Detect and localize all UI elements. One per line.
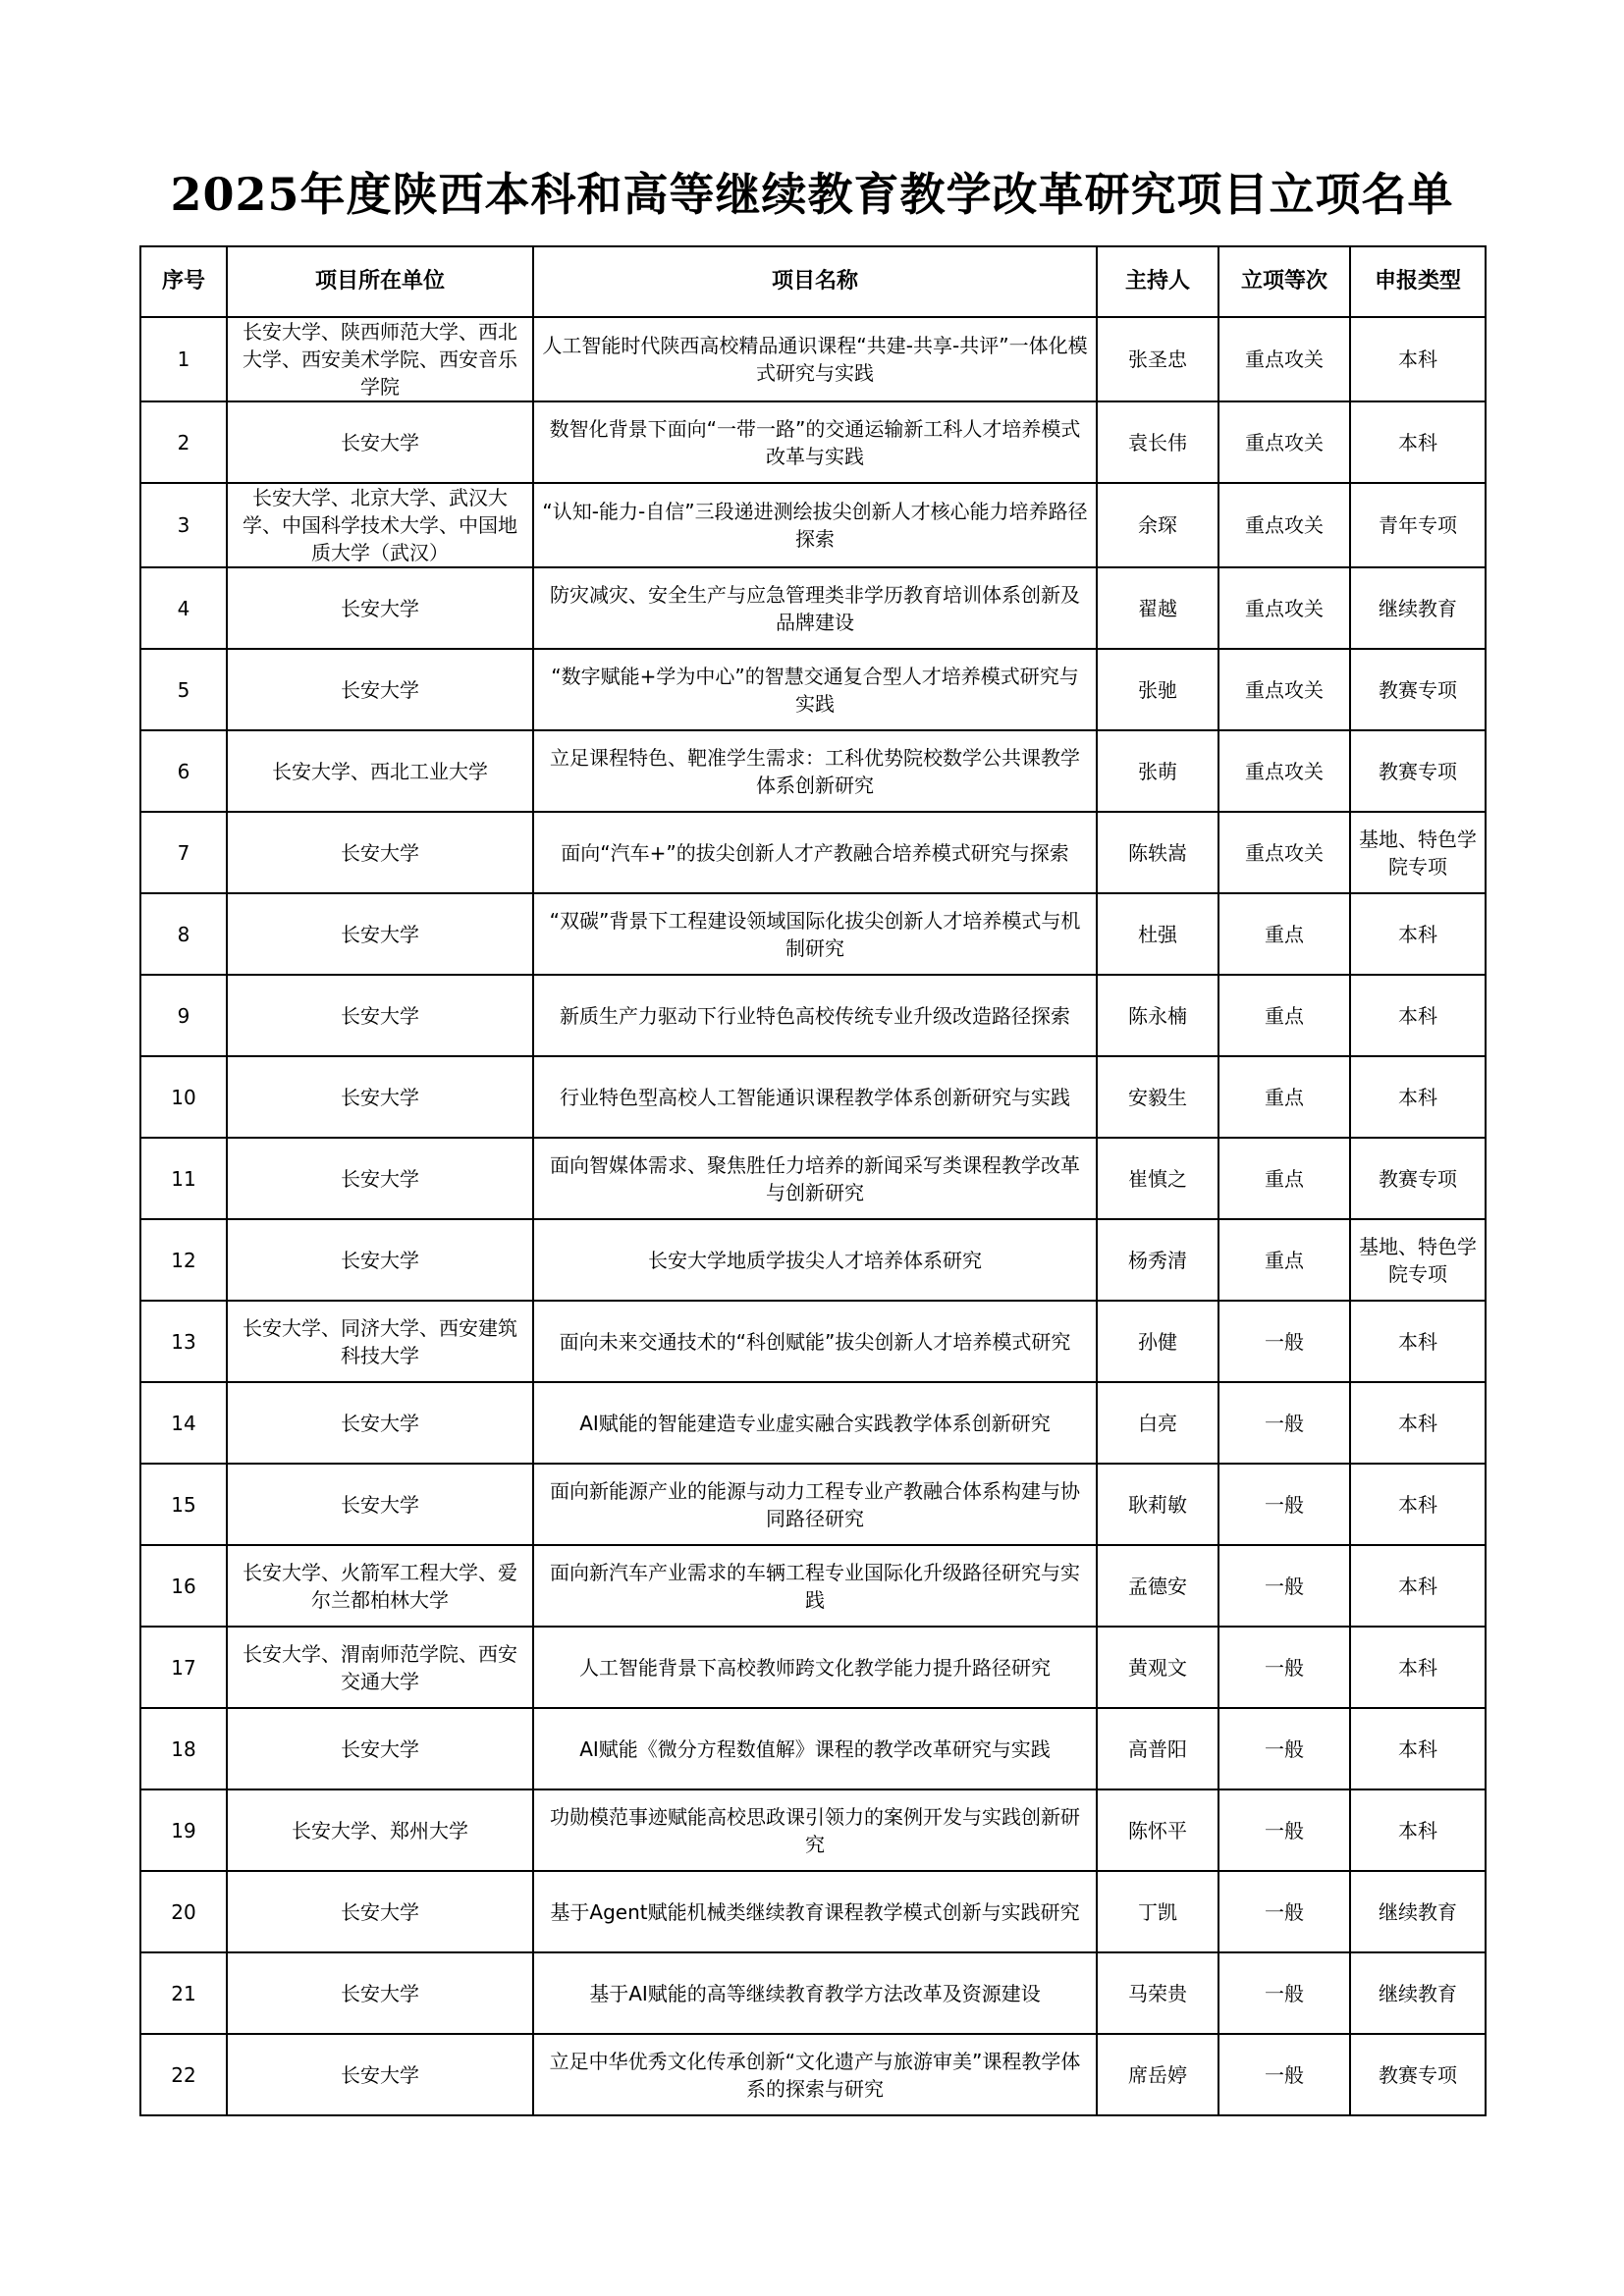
cell-host: 杜强 bbox=[1097, 893, 1218, 975]
cell-index: 8 bbox=[140, 893, 227, 975]
cell-type: 本科 bbox=[1350, 1708, 1486, 1789]
cell-level: 重点 bbox=[1218, 893, 1350, 975]
table-row bbox=[140, 483, 1486, 567]
cell-unit: 长安大学、北京大学、武汉大学、中国科学技术大学、中国地质大学（武汉） bbox=[227, 483, 533, 567]
cell-type: 继续教育 bbox=[1350, 1871, 1486, 1952]
cell-project-name: 基于AI赋能的高等继续教育教学方法改革及资源建设 bbox=[533, 1952, 1097, 2034]
cell-level: 一般 bbox=[1218, 1871, 1350, 1952]
table-row bbox=[140, 730, 1486, 812]
header-host: 主持人 bbox=[1097, 246, 1218, 317]
cell-unit: 长安大学 bbox=[227, 1708, 533, 1789]
cell-project-name: “双碳”背景下工程建设领域国际化拔尖创新人才培养模式与机制研究 bbox=[533, 893, 1097, 975]
header-type: 申报类型 bbox=[1350, 246, 1486, 317]
cell-host: 张圣忠 bbox=[1097, 317, 1218, 401]
cell-project-name: 行业特色型高校人工智能通识课程教学体系创新研究与实践 bbox=[533, 1056, 1097, 1138]
cell-level: 重点 bbox=[1218, 1219, 1350, 1301]
cell-type: 教赛专项 bbox=[1350, 2034, 1486, 2115]
cell-project-name: 面向新能源产业的能源与动力工程专业产教融合体系构建与协同路径研究 bbox=[533, 1464, 1097, 1545]
cell-unit: 长安大学 bbox=[227, 649, 533, 730]
cell-index: 9 bbox=[140, 975, 227, 1056]
cell-type: 基地、特色学院专项 bbox=[1350, 1219, 1486, 1301]
cell-type: 本科 bbox=[1350, 1056, 1486, 1138]
cell-project-name: 人工智能时代陕西高校精品通识课程“共建-共享-共评”一体化模式研究与实践 bbox=[533, 317, 1097, 401]
cell-host: 孟德安 bbox=[1097, 1545, 1218, 1627]
cell-index: 16 bbox=[140, 1545, 227, 1627]
cell-level: 重点攻关 bbox=[1218, 812, 1350, 893]
table-row bbox=[140, 1382, 1486, 1464]
header-unit: 项目所在单位 bbox=[227, 246, 533, 317]
cell-project-name: 立足中华优秀文化传承创新“文化遗产与旅游审美”课程教学体系的探索与研究 bbox=[533, 2034, 1097, 2115]
cell-type: 本科 bbox=[1350, 401, 1486, 483]
table-row bbox=[140, 812, 1486, 893]
cell-type: 本科 bbox=[1350, 975, 1486, 1056]
cell-project-name: 人工智能背景下高校教师跨文化教学能力提升路径研究 bbox=[533, 1627, 1097, 1708]
cell-unit: 长安大学 bbox=[227, 975, 533, 1056]
table-row bbox=[140, 1789, 1486, 1871]
cell-unit: 长安大学 bbox=[227, 1952, 533, 2034]
cell-project-name: AI赋能《微分方程数值解》课程的教学改革研究与实践 bbox=[533, 1708, 1097, 1789]
cell-project-name: “数字赋能+学为中心”的智慧交通复合型人才培养模式研究与实践 bbox=[533, 649, 1097, 730]
project-table bbox=[139, 245, 1487, 2116]
cell-index: 1 bbox=[140, 317, 227, 401]
cell-index: 10 bbox=[140, 1056, 227, 1138]
cell-type: 教赛专项 bbox=[1350, 649, 1486, 730]
table-row bbox=[140, 1056, 1486, 1138]
cell-host: 黄观文 bbox=[1097, 1627, 1218, 1708]
cell-level: 重点 bbox=[1218, 1138, 1350, 1219]
cell-type: 基地、特色学院专项 bbox=[1350, 812, 1486, 893]
table-header-row bbox=[140, 246, 1486, 317]
cell-project-name: “认知-能力-自信”三段递进测绘拔尖创新人才核心能力培养路径探索 bbox=[533, 483, 1097, 567]
cell-index: 7 bbox=[140, 812, 227, 893]
table-row bbox=[140, 1464, 1486, 1545]
cell-type: 本科 bbox=[1350, 1545, 1486, 1627]
cell-unit: 长安大学、渭南师范学院、西安交通大学 bbox=[227, 1627, 533, 1708]
cell-index: 19 bbox=[140, 1789, 227, 1871]
cell-unit: 长安大学 bbox=[227, 1382, 533, 1464]
cell-level: 重点 bbox=[1218, 1056, 1350, 1138]
cell-type: 本科 bbox=[1350, 893, 1486, 975]
cell-level: 一般 bbox=[1218, 1627, 1350, 1708]
cell-level: 一般 bbox=[1218, 1789, 1350, 1871]
cell-level: 一般 bbox=[1218, 2034, 1350, 2115]
cell-level: 重点攻关 bbox=[1218, 317, 1350, 401]
cell-unit: 长安大学、火箭军工程大学、爱尔兰都柏林大学 bbox=[227, 1545, 533, 1627]
cell-project-name: 面向新汽车产业需求的车辆工程专业国际化升级路径研究与实践 bbox=[533, 1545, 1097, 1627]
cell-host: 张萌 bbox=[1097, 730, 1218, 812]
table-row bbox=[140, 649, 1486, 730]
cell-host: 袁长伟 bbox=[1097, 401, 1218, 483]
cell-level: 重点 bbox=[1218, 975, 1350, 1056]
cell-level: 一般 bbox=[1218, 1301, 1350, 1382]
cell-type: 继续教育 bbox=[1350, 1952, 1486, 2034]
cell-level: 重点攻关 bbox=[1218, 401, 1350, 483]
cell-unit: 长安大学 bbox=[227, 2034, 533, 2115]
cell-host: 杨秀清 bbox=[1097, 1219, 1218, 1301]
table-row bbox=[140, 975, 1486, 1056]
cell-unit: 长安大学 bbox=[227, 1138, 533, 1219]
cell-project-name: 面向“汽车+”的拔尖创新人才产教融合培养模式研究与探索 bbox=[533, 812, 1097, 893]
table-row bbox=[140, 1301, 1486, 1382]
cell-level: 一般 bbox=[1218, 1545, 1350, 1627]
table-row bbox=[140, 1138, 1486, 1219]
table-row bbox=[140, 317, 1486, 401]
cell-host: 白亮 bbox=[1097, 1382, 1218, 1464]
cell-host: 耿莉敏 bbox=[1097, 1464, 1218, 1545]
cell-index: 20 bbox=[140, 1871, 227, 1952]
cell-unit: 长安大学、同济大学、西安建筑科技大学 bbox=[227, 1301, 533, 1382]
cell-project-name: 新质生产力驱动下行业特色高校传统专业升级改造路径探索 bbox=[533, 975, 1097, 1056]
cell-level: 重点攻关 bbox=[1218, 483, 1350, 567]
cell-unit: 长安大学 bbox=[227, 1464, 533, 1545]
cell-index: 5 bbox=[140, 649, 227, 730]
cell-host: 翟越 bbox=[1097, 567, 1218, 649]
cell-host: 马荣贵 bbox=[1097, 1952, 1218, 2034]
cell-unit: 长安大学 bbox=[227, 1056, 533, 1138]
cell-project-name: 防灾减灾、安全生产与应急管理类非学历教育培训体系创新及品牌建设 bbox=[533, 567, 1097, 649]
cell-type: 本科 bbox=[1350, 1789, 1486, 1871]
cell-level: 一般 bbox=[1218, 1952, 1350, 2034]
table-row bbox=[140, 1871, 1486, 1952]
cell-index: 12 bbox=[140, 1219, 227, 1301]
cell-host: 陈永楠 bbox=[1097, 975, 1218, 1056]
cell-unit: 长安大学 bbox=[227, 1219, 533, 1301]
cell-unit: 长安大学 bbox=[227, 893, 533, 975]
cell-index: 6 bbox=[140, 730, 227, 812]
cell-index: 11 bbox=[140, 1138, 227, 1219]
cell-level: 重点攻关 bbox=[1218, 567, 1350, 649]
cell-type: 青年专项 bbox=[1350, 483, 1486, 567]
cell-host: 陈轶嵩 bbox=[1097, 812, 1218, 893]
page-title: 2025年度陕西本科和高等继续教育教学改革研究项目立项名单 bbox=[170, 168, 1454, 221]
header-level: 立项等次 bbox=[1218, 246, 1350, 317]
cell-host: 崔慎之 bbox=[1097, 1138, 1218, 1219]
table-row bbox=[140, 1952, 1486, 2034]
table-row bbox=[140, 1627, 1486, 1708]
cell-index: 21 bbox=[140, 1952, 227, 2034]
cell-host: 安毅生 bbox=[1097, 1056, 1218, 1138]
cell-host: 席岳婷 bbox=[1097, 2034, 1218, 2115]
table-row bbox=[140, 1219, 1486, 1301]
cell-host: 丁凯 bbox=[1097, 1871, 1218, 1952]
cell-type: 本科 bbox=[1350, 1382, 1486, 1464]
cell-type: 本科 bbox=[1350, 317, 1486, 401]
cell-type: 本科 bbox=[1350, 1627, 1486, 1708]
cell-project-name: 立足课程特色、靶准学生需求：工科优势院校数学公共课教学体系创新研究 bbox=[533, 730, 1097, 812]
cell-host: 孙健 bbox=[1097, 1301, 1218, 1382]
cell-type: 教赛专项 bbox=[1350, 1138, 1486, 1219]
cell-type: 本科 bbox=[1350, 1464, 1486, 1545]
cell-host: 张驰 bbox=[1097, 649, 1218, 730]
table-row bbox=[140, 2034, 1486, 2115]
cell-project-name: 数智化背景下面向“一带一路”的交通运输新工科人才培养模式改革与实践 bbox=[533, 401, 1097, 483]
cell-index: 17 bbox=[140, 1627, 227, 1708]
cell-type: 本科 bbox=[1350, 1301, 1486, 1382]
cell-unit: 长安大学 bbox=[227, 567, 533, 649]
cell-index: 13 bbox=[140, 1301, 227, 1382]
cell-project-name: AI赋能的智能建造专业虚实融合实践教学体系创新研究 bbox=[533, 1382, 1097, 1464]
cell-type: 教赛专项 bbox=[1350, 730, 1486, 812]
header-project-name: 项目名称 bbox=[533, 246, 1097, 317]
cell-project-name: 面向未来交通技术的“科创赋能”拔尖创新人才培养模式研究 bbox=[533, 1301, 1097, 1382]
cell-project-name: 面向智媒体需求、聚焦胜任力培养的新闻采写类课程教学改革与创新研究 bbox=[533, 1138, 1097, 1219]
cell-index: 22 bbox=[140, 2034, 227, 2115]
cell-unit: 长安大学 bbox=[227, 401, 533, 483]
cell-unit: 长安大学、西北工业大学 bbox=[227, 730, 533, 812]
table-row bbox=[140, 1708, 1486, 1789]
cell-host: 高普阳 bbox=[1097, 1708, 1218, 1789]
cell-index: 15 bbox=[140, 1464, 227, 1545]
table-row bbox=[140, 401, 1486, 483]
cell-project-name: 功勋模范事迹赋能高校思政课引领力的案例开发与实践创新研究 bbox=[533, 1789, 1097, 1871]
cell-index: 3 bbox=[140, 483, 227, 567]
cell-index: 18 bbox=[140, 1708, 227, 1789]
cell-index: 14 bbox=[140, 1382, 227, 1464]
cell-level: 重点攻关 bbox=[1218, 730, 1350, 812]
cell-unit: 长安大学、郑州大学 bbox=[227, 1789, 533, 1871]
cell-project-name: 长安大学地质学拔尖人才培养体系研究 bbox=[533, 1219, 1097, 1301]
cell-level: 一般 bbox=[1218, 1464, 1350, 1545]
cell-index: 2 bbox=[140, 401, 227, 483]
cell-project-name: 基于Agent赋能机械类继续教育课程教学模式创新与实践研究 bbox=[533, 1871, 1097, 1952]
table-row bbox=[140, 567, 1486, 649]
cell-unit: 长安大学、陕西师范大学、西北大学、西安美术学院、西安音乐学院 bbox=[227, 317, 533, 401]
cell-index: 4 bbox=[140, 567, 227, 649]
cell-type: 继续教育 bbox=[1350, 567, 1486, 649]
cell-level: 一般 bbox=[1218, 1708, 1350, 1789]
cell-level: 一般 bbox=[1218, 1382, 1350, 1464]
table-row bbox=[140, 1545, 1486, 1627]
cell-unit: 长安大学 bbox=[227, 812, 533, 893]
cell-host: 陈怀平 bbox=[1097, 1789, 1218, 1871]
cell-level: 重点攻关 bbox=[1218, 649, 1350, 730]
cell-host: 余琛 bbox=[1097, 483, 1218, 567]
table-row bbox=[140, 893, 1486, 975]
header-index: 序号 bbox=[140, 246, 227, 317]
cell-unit: 长安大学 bbox=[227, 1871, 533, 1952]
